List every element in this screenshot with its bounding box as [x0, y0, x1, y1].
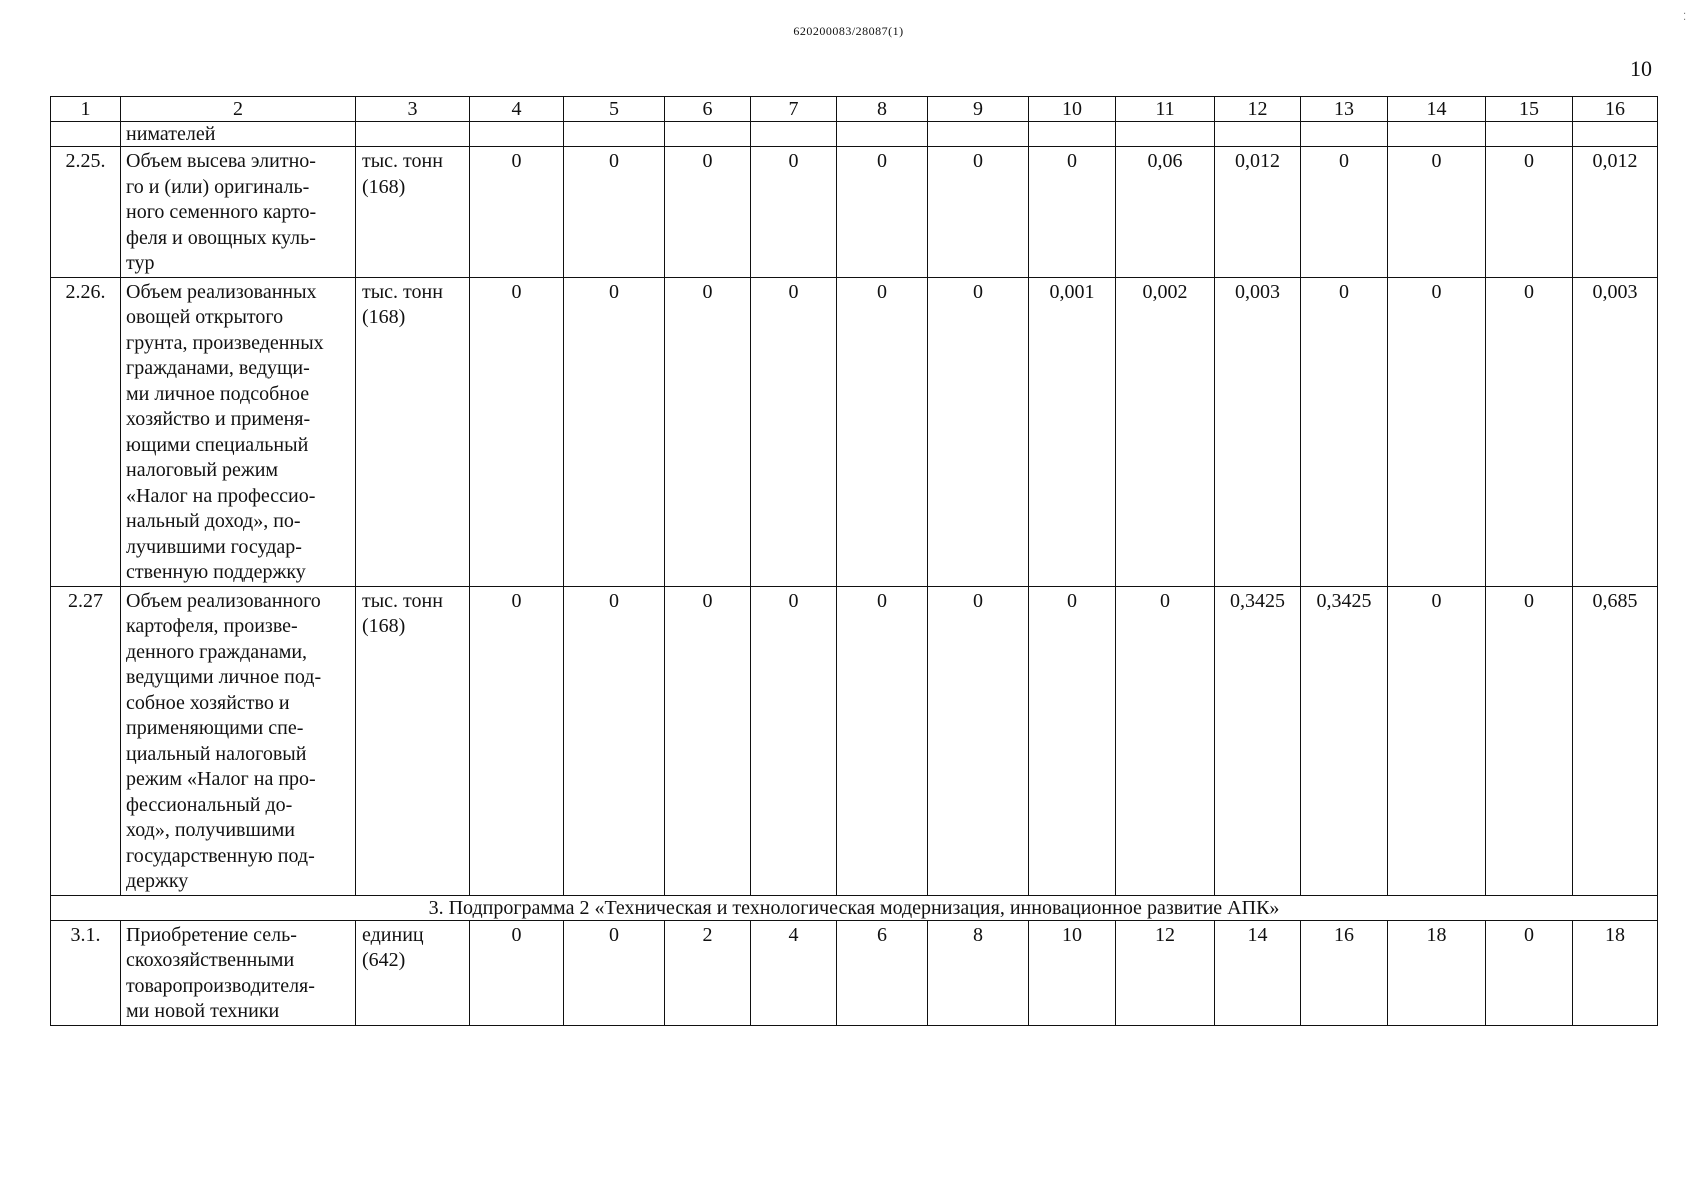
- column-number-header: 9: [928, 97, 1029, 122]
- value-cell: 0: [564, 586, 665, 895]
- value-cell: 0: [470, 277, 564, 586]
- value-cell: 0: [470, 586, 564, 895]
- row-code: 2.27: [51, 586, 121, 895]
- value-cell: 18: [1573, 920, 1658, 1025]
- column-number-header: 4: [470, 97, 564, 122]
- value-cell: 0: [1029, 147, 1116, 278]
- value-cell: 16: [1301, 920, 1388, 1025]
- value-cell: 0: [751, 277, 837, 586]
- indicator-name: [121, 920, 356, 1025]
- indicator-name-line: ведущими личное под-: [126, 666, 322, 688]
- column-number-header: 6: [665, 97, 751, 122]
- column-number-header: 14: [1388, 97, 1486, 122]
- empty-cell: [1486, 122, 1573, 147]
- indicator-name-line: нальный доход», по-: [126, 510, 301, 532]
- value-cell: 0,3425: [1215, 586, 1301, 895]
- indicator-name-line: ственную поддержку: [126, 561, 306, 583]
- unit-line: (168): [362, 175, 406, 198]
- value-cell: 0: [1486, 147, 1573, 278]
- indicator-name-line: ход», получившими: [126, 819, 295, 841]
- row-code: 3.1.: [51, 920, 121, 1025]
- empty-cell: [1029, 122, 1116, 147]
- indicator-name-line: ющими специальный: [126, 433, 309, 456]
- value-cell: 0: [470, 920, 564, 1025]
- unit-line: единиц: [362, 923, 424, 946]
- indicator-name-line: хозяйство и применя-: [126, 408, 311, 430]
- value-cell: 0: [1486, 920, 1573, 1025]
- column-number-header: 15: [1486, 97, 1573, 122]
- indicator-name: [121, 586, 356, 895]
- column-number-header: 5: [564, 97, 665, 122]
- table-row: [51, 586, 1658, 895]
- unit-line: тыс. тонн: [362, 150, 443, 172]
- empty-cell: [837, 122, 928, 147]
- value-cell: 12: [1116, 920, 1215, 1025]
- scan-mark: ⁚: [1683, 12, 1687, 23]
- unit-cell: [356, 920, 470, 1025]
- indicator-name-line: «Налог на профессио-: [126, 484, 316, 507]
- section-row: [51, 895, 1658, 920]
- unit-cell: [356, 147, 470, 278]
- table-row: [51, 920, 1658, 1025]
- unit-line: тыс. тонн: [362, 589, 443, 612]
- value-cell: 0,001: [1029, 277, 1116, 586]
- value-cell: 0,003: [1215, 277, 1301, 586]
- unit-line: (642): [362, 949, 406, 971]
- unit-cell: [356, 586, 470, 895]
- value-cell: 0,06: [1116, 147, 1215, 278]
- indicator-name-line: ми личное подсобное: [126, 382, 310, 405]
- indicator-name-line: собное хозяйство и: [126, 691, 290, 714]
- table-row: [51, 277, 1658, 586]
- indicator-name-line: овощей открытого: [126, 306, 284, 328]
- value-cell: 0: [564, 147, 665, 278]
- value-cell: 0: [564, 277, 665, 586]
- indicator-name-line: тур: [126, 252, 155, 274]
- empty-cell: [51, 122, 121, 147]
- value-cell: 0: [928, 277, 1029, 586]
- indicator-name-line: Приобретение сель-: [126, 923, 297, 946]
- value-cell: 0: [1301, 277, 1388, 586]
- indicator-name-line: Объем реализованного: [126, 589, 321, 612]
- indicator-name-line: Объем высева элитно-: [126, 150, 316, 172]
- value-cell: 0: [665, 277, 751, 586]
- value-cell: 0,002: [1116, 277, 1215, 586]
- value-cell: 0: [928, 586, 1029, 895]
- value-cell: 0: [665, 147, 751, 278]
- document-id: 620200083/28087(1): [793, 24, 904, 38]
- value-cell: 0,003: [1573, 277, 1658, 586]
- indicator-name-line: скохозяйственными: [126, 949, 295, 971]
- indicator-name-line: гражданами, ведущи-: [126, 357, 310, 379]
- value-cell: 0: [751, 586, 837, 895]
- indicator-name-line: государственную под-: [126, 844, 315, 867]
- column-number-header: 3: [356, 97, 470, 122]
- value-cell: 0: [1029, 586, 1116, 895]
- column-number-header: 10: [1029, 97, 1116, 122]
- indicators-table: [50, 96, 1658, 1026]
- value-cell: 0: [1301, 147, 1388, 278]
- indicator-name-line: циальный налоговый: [126, 742, 307, 765]
- empty-cell: [928, 122, 1029, 147]
- column-number-header: 7: [751, 97, 837, 122]
- value-cell: 0: [1116, 586, 1215, 895]
- column-number-header: 11: [1116, 97, 1215, 122]
- indicator-name-line: товаропроизводителя-: [126, 974, 315, 997]
- value-cell: 0,3425: [1301, 586, 1388, 895]
- value-cell: 0: [837, 586, 928, 895]
- value-cell: 0: [837, 277, 928, 586]
- indicator-name-line: налоговый режим: [126, 459, 279, 481]
- value-cell: 0,012: [1573, 147, 1658, 278]
- value-cell: 0,685: [1573, 586, 1658, 895]
- value-cell: 14: [1215, 920, 1301, 1025]
- unit-line: тыс. тонн: [362, 280, 443, 303]
- column-number-header: 1: [51, 97, 121, 122]
- value-cell: 0,012: [1215, 147, 1301, 278]
- indicator-name-line: применяющими спе-: [126, 717, 304, 739]
- value-cell: 6: [837, 920, 928, 1025]
- empty-cell: [564, 122, 665, 147]
- column-number-header: 12: [1215, 97, 1301, 122]
- indicator-name: [121, 147, 356, 278]
- row-code: 2.25.: [51, 147, 121, 278]
- empty-cell: [1215, 122, 1301, 147]
- value-cell: 4: [751, 920, 837, 1025]
- value-cell: 0: [928, 147, 1029, 278]
- indicator-name-line: режим «Налог на про-: [126, 768, 316, 790]
- indicator-name-line: ного семенного карто-: [126, 201, 317, 223]
- value-cell: 18: [1388, 920, 1486, 1025]
- table-body: [51, 97, 1658, 1026]
- empty-cell: [665, 122, 751, 147]
- indicator-name: [121, 277, 356, 586]
- empty-cell: [751, 122, 837, 147]
- continuation-text: нимателей: [121, 122, 356, 147]
- indicator-name-line: ми новой техники: [126, 1000, 280, 1022]
- indicator-name-line: го и (или) оригиналь-: [126, 175, 310, 198]
- header-row: [51, 97, 1658, 122]
- empty-cell: [1388, 122, 1486, 147]
- unit-line: (168): [362, 615, 406, 637]
- indicator-name-line: картофеля, произве-: [126, 615, 298, 637]
- indicator-name-line: грунта, произведенных: [126, 331, 324, 354]
- unit-cell: [356, 277, 470, 586]
- indicator-name-line: держку: [126, 870, 189, 892]
- empty-cell: [356, 122, 470, 147]
- column-number-header: 16: [1573, 97, 1658, 122]
- value-cell: 8: [928, 920, 1029, 1025]
- empty-cell: [1301, 122, 1388, 147]
- value-cell: 0: [470, 147, 564, 278]
- unit-line: (168): [362, 306, 406, 328]
- value-cell: 2: [665, 920, 751, 1025]
- indicator-name-line: феля и овощных куль-: [126, 226, 316, 249]
- value-cell: 0: [1388, 277, 1486, 586]
- column-number-header: 2: [121, 97, 356, 122]
- indicator-name-line: лучившими государ-: [126, 535, 302, 558]
- value-cell: 0: [751, 147, 837, 278]
- value-cell: 10: [1029, 920, 1116, 1025]
- indicator-name-line: Объем реализованных: [126, 280, 317, 303]
- row-code: 2.26.: [51, 277, 121, 586]
- indicator-name-line: фессиональный до-: [126, 793, 293, 816]
- value-cell: 0: [1486, 586, 1573, 895]
- indicator-name-line: денного гражданами,: [126, 640, 308, 663]
- empty-cell: [470, 122, 564, 147]
- value-cell: 0: [1486, 277, 1573, 586]
- empty-cell: [1116, 122, 1215, 147]
- column-number-header: 13: [1301, 97, 1388, 122]
- value-cell: 0: [1388, 586, 1486, 895]
- value-cell: 0: [665, 586, 751, 895]
- page-number: 10: [1630, 56, 1652, 81]
- empty-cell: [1573, 122, 1658, 147]
- table-row: [51, 147, 1658, 278]
- section-title: 3. Подпрограмма 2 «Техническая и технологическая модернизация, инновационное развитие АПК»: [51, 895, 1658, 920]
- value-cell: 0: [564, 920, 665, 1025]
- column-number-header: 8: [837, 97, 928, 122]
- value-cell: 0: [1388, 147, 1486, 278]
- value-cell: 0: [837, 147, 928, 278]
- continuation-row: [51, 122, 1658, 147]
